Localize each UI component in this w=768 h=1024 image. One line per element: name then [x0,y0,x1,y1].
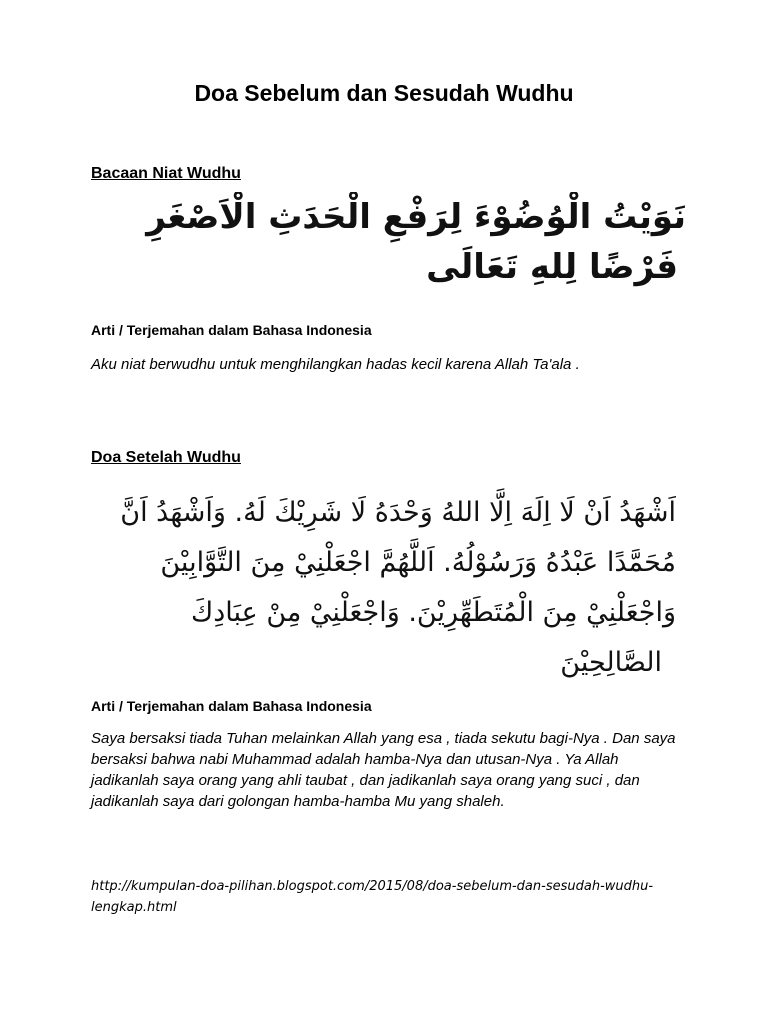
arabic-line: وَاجْعَلْنِيْ مِنَ الْمُتَطَهِّرِيْنَ. وَاجْعَلْنِيْ مِنْ عِبَادِكَ [190,597,676,628]
arabic-line: فَرْضًا لِلهِ تَعَالَى [426,247,678,287]
arabic-line: نَوَيْتُ الْوُضُوْءَ لِرَفْعِ الْحَدَثِ الْاَصْغَرِ [146,197,686,237]
section-heading-doa-setelah-wudhu: Doa Setelah Wudhu [91,449,241,466]
translation-text-niat: Aku niat berwudhu untuk menghilangkan hadas kecil karena Allah Ta'ala . [91,356,580,373]
section-heading-niat-wudhu: Bacaan Niat Wudhu [91,165,241,182]
translation-label-doa: Arti / Terjemahan dalam Bahasa Indonesia [91,698,372,714]
arabic-niat-wudhu-image [88,192,686,298]
arabic-doa-setelah-wudhu-image [92,488,676,688]
translation-label-niat: Arti / Terjemahan dalam Bahasa Indonesia [91,322,372,338]
page-title: Doa Sebelum dan Sesudah Wudhu [194,80,574,106]
arabic-line: مُحَمَّدًا عَبْدُهُ وَرَسُوْلُهُ. اَللَّهُمَّ اجْعَلْنِيْ مِنَ التَّوَّابِيْنَ [160,547,676,578]
translation-text-doa: Saya bersaksi tiada Tuhan melainkan Allah yang esa , tiada sekutu bagi-Nya . Dan saya bersaksi bahwa nabi Muhammad adalah hamba-Nya dan utusan-Nya . Ya Allah jadikanlah saya orang yang ahli taubat , dan jadikanlah saya orang yang suci , dan jadikanlah saya dari golongan hamba-hamba Mu yang shaleh. [91,730,676,810]
source-url-link[interactable]: http://kumpulan-doa-pilihan.blogspot.com/2015/08/doa-sebelum-dan-sesudah-wudhu-lengkap.html [91,879,654,915]
arabic-line: الصَّالِحِيْنَ [560,647,662,678]
arabic-line: اَشْهَدُ اَنْ لَا اِلَهَ اِلَّا اللهُ وَحْدَهُ لَا شَرِيْكَ لَهُ. وَاَشْهَدُ اَنَّ [120,497,676,528]
